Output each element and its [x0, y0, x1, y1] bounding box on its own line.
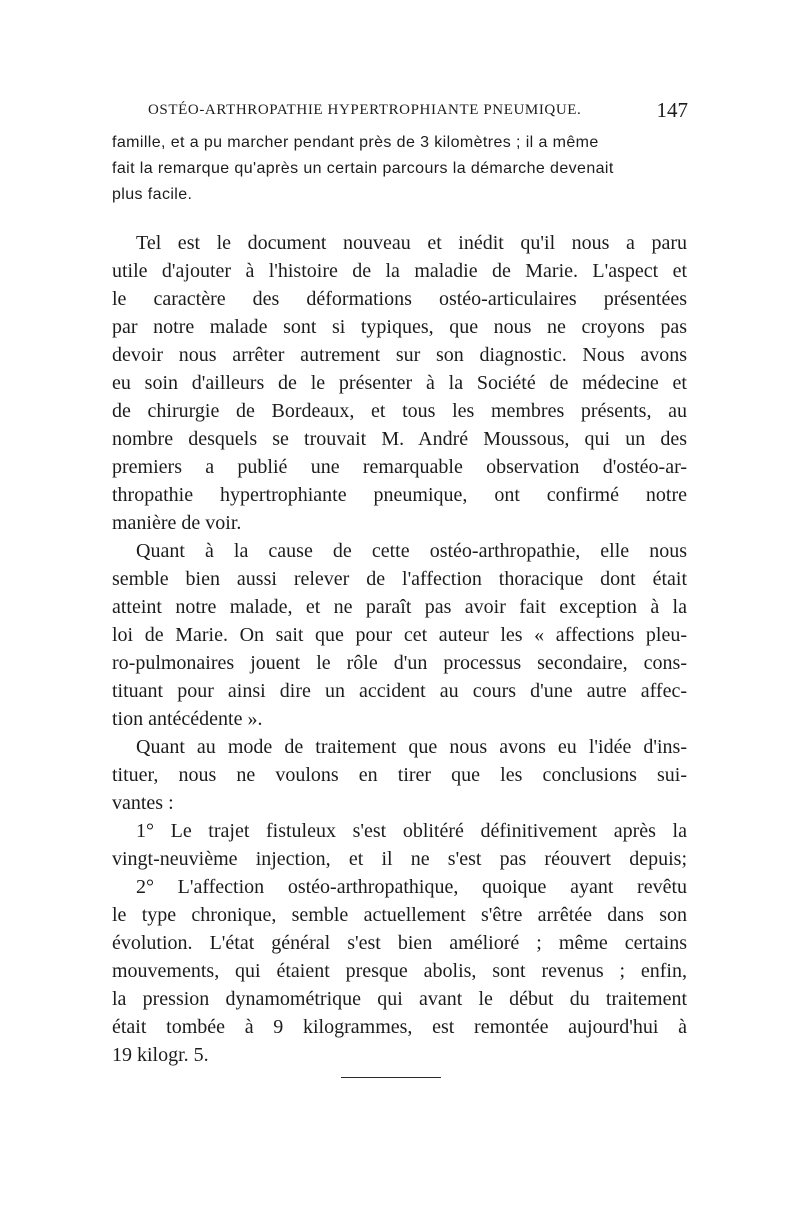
- body-text: [112, 229, 687, 1069]
- text-line: était tombée à 9 kilogrammes, est remontée aujourd'hui à: [112, 1016, 687, 1038]
- paragraph-cause: [112, 537, 687, 733]
- text-line: manière de voir.: [112, 512, 242, 534]
- paragraph-conclusion-1: [112, 817, 687, 873]
- intro-continuation: [112, 130, 687, 208]
- text-line: devoir nous arrêter autrement sur son diagnostic. Nous avons: [112, 344, 687, 366]
- text-line: 19 kilogr. 5.: [112, 1044, 209, 1066]
- text-line: loi de Marie. On sait que pour cet auteur les « affections pleu-: [112, 624, 687, 646]
- text-line: Quant au mode de traitement que nous avons eu l'idée d'ins-: [136, 736, 687, 758]
- text-line: Quant à la cause de cette ostéo-arthropathie, elle nous: [136, 540, 687, 562]
- text-line: vingt-neuvième injection, et il ne s'est pas réouvert depuis;: [112, 848, 687, 870]
- text-line: vantes :: [112, 792, 174, 814]
- intro-line: fait la remarque qu'après un certain parcours la démarche devenait: [112, 160, 614, 177]
- running-head-title: OSTÉO-ARTHROPATHIE HYPERTROPHIANTE PNEUMIQUE.: [148, 102, 582, 118]
- text-line: évolution. L'état général s'est bien amélioré ; même certains: [112, 932, 687, 954]
- text-line: la pression dynamométrique qui avant le début du traitement: [112, 988, 687, 1010]
- text-line: mouvements, qui étaient presque abolis, sont revenus ; enfin,: [112, 960, 687, 982]
- intro-line: famille, et a pu marcher pendant près de 3 kilomètres ; il a même: [112, 134, 599, 151]
- text-line: ro-pulmonaires jouent le rôle d'un processus secondaire, cons-: [112, 652, 687, 674]
- text-line: tituant pour ainsi dire un accident au cours d'une autre affec-: [112, 680, 687, 702]
- text-line: tion antécédente ».: [112, 708, 263, 730]
- text-line: de chirurgie de Bordeaux, et tous les membres présents, au: [112, 400, 687, 422]
- text-line: le caractère des déformations ostéo-articulaires présentées: [112, 288, 687, 310]
- text-line: par notre malade sont si typiques, que nous ne croyons pas: [112, 316, 687, 338]
- intro-line: plus facile.: [112, 186, 193, 203]
- paragraph-diagnosis: [112, 229, 687, 537]
- text-line: le type chronique, semble actuellement s'être arrêtée dans son: [112, 904, 687, 926]
- text-line: nombre desquels se trouvait M. André Moussous, qui un des: [112, 428, 687, 450]
- text-line: eu soin d'ailleurs de le présenter à la Société de médecine et: [112, 372, 687, 394]
- text-line: tituer, nous ne voulons en tirer que les conclusions sui-: [112, 764, 687, 786]
- paragraph-conclusion-2: [112, 873, 687, 1069]
- text-line: premiers a publié une remarquable observation d'ostéo-ar-: [112, 456, 687, 478]
- text-line: thropathie hypertrophiante pneumique, ont confirmé notre: [112, 484, 687, 506]
- text-line: semble bien aussi relever de l'affection thoracique dont était: [112, 568, 687, 590]
- page-number: 147: [656, 98, 688, 122]
- text-line: atteint notre malade, et ne paraît pas avoir fait exception à la: [112, 596, 687, 618]
- section-divider: [341, 1077, 441, 1078]
- paragraph-treatment: [112, 733, 687, 817]
- running-head: [148, 100, 688, 124]
- text-line: utile d'ajouter à l'histoire de la maladie de Marie. L'aspect et: [112, 260, 687, 282]
- text-line: 2° L'affection ostéo-arthropathique, quoique ayant revêtu: [136, 876, 687, 898]
- text-line: Tel est le document nouveau et inédit qu'il nous a paru: [136, 232, 687, 254]
- text-line: 1° Le trajet fistuleux s'est oblitéré définitivement après la: [136, 820, 687, 842]
